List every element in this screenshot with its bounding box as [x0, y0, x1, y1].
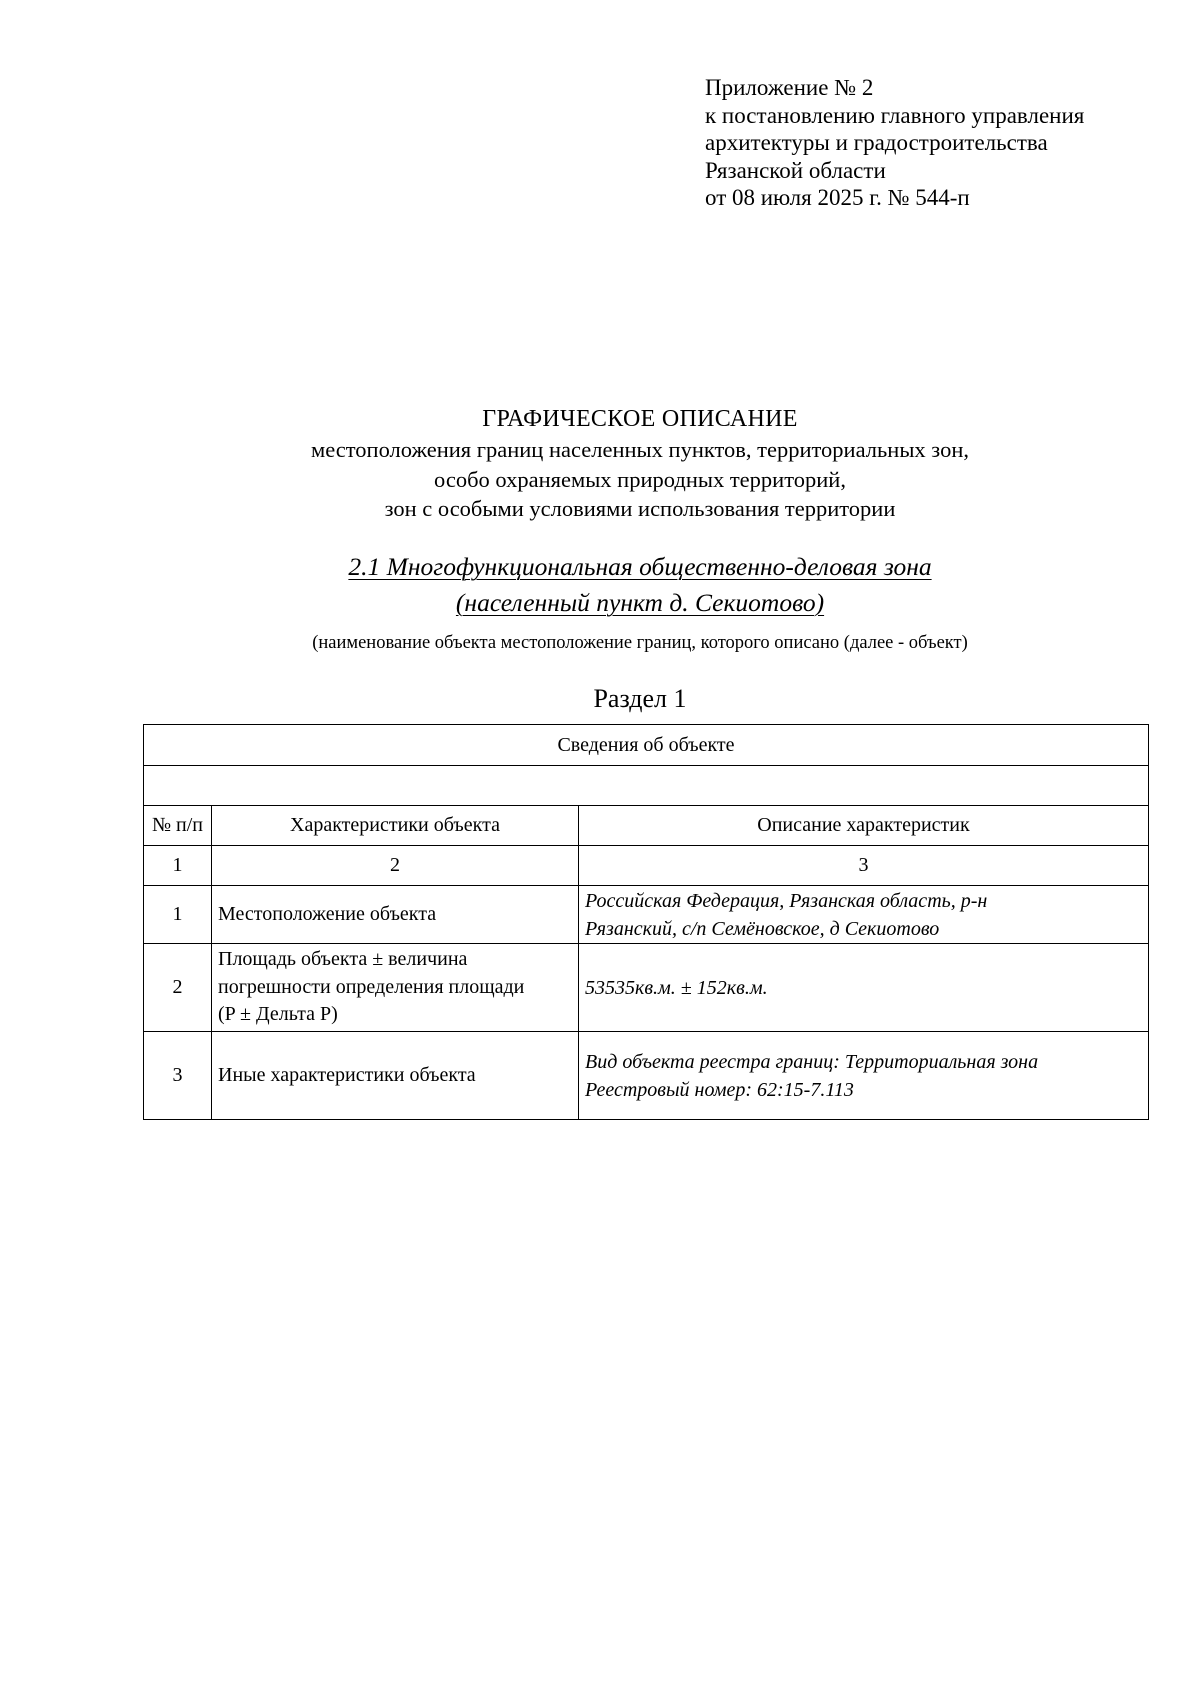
table-row [144, 886, 1149, 944]
characteristic-line: Иные характеристики объекта [218, 1064, 476, 1086]
column-number: 1 [144, 846, 212, 886]
object-name-line: (населенный пункт д. Секиотово) [455, 587, 825, 617]
table-empty-row [144, 766, 1149, 806]
row-characteristic [212, 944, 579, 1032]
table-caption-row [144, 725, 1149, 766]
header-description: Описание характеристик [579, 806, 1149, 846]
document-title [240, 404, 1040, 524]
object-name-line: 2.1 Многофункциональная общественно-деловая зона [348, 552, 932, 581]
description-line: Реестровый номер: 62:15-7.113 [585, 1078, 854, 1101]
description-line: Российская Федерация, Рязанская область, р-н [585, 889, 988, 912]
appendix-line: Приложение № 2 [705, 75, 874, 100]
characteristic-line: Площадь объекта ± величина [218, 948, 468, 971]
row-description [579, 1032, 1149, 1120]
table-row [144, 1032, 1149, 1120]
object-name [240, 549, 1040, 620]
characteristic-line: (P ± Дельта P) [218, 1003, 338, 1026]
description-line: 53535кв.м. ± 152кв.м. [585, 976, 768, 999]
object-caption: (наименование объекта местоположение границ, которого описано (далее - объект) [312, 633, 968, 653]
title-sub-line: местоположения границ населенных пунктов, территориальных зон, [311, 437, 969, 462]
row-number: 1 [144, 886, 212, 944]
characteristic-line: Местоположение объекта [218, 903, 437, 925]
title-sub-line: особо охраняемых природных территорий, [434, 466, 846, 492]
appendix-line: архитектуры и градостроительства [705, 130, 1048, 155]
table-caption: Сведения об объекте [144, 725, 1149, 766]
description-line: Рязанский, с/п Семёновское, д Секиотово [585, 917, 940, 940]
column-number: 3 [579, 846, 1149, 886]
row-number: 2 [144, 944, 212, 1032]
table-column-numbers-row [144, 846, 1149, 886]
column-number: 2 [212, 846, 579, 886]
description-line: Вид объекта реестра границ: Территориальная зона [585, 1050, 1039, 1073]
appendix-line: к постановлению главного управления [705, 102, 1085, 128]
appendix-line: от 08 июля 2025 г. № 544-п [705, 185, 970, 210]
header-num: № п/п [144, 806, 212, 846]
row-number: 3 [144, 1032, 212, 1120]
row-description [579, 886, 1149, 944]
table-header-row [144, 806, 1149, 846]
table-empty-cell [144, 766, 1149, 806]
header-characteristic: Характеристики объекта [212, 806, 579, 846]
title-sub-line: зон с особыми условиями использования территории [384, 496, 896, 521]
row-characteristic [212, 1032, 579, 1120]
section-title: Раздел 1 [593, 684, 687, 713]
title-main: ГРАФИЧЕСКОЕ ОПИСАНИЕ [482, 406, 798, 432]
row-characteristic [212, 886, 579, 944]
characteristic-line: погрешности определения площади [218, 975, 525, 998]
row-description [579, 944, 1149, 1032]
appendix-block [705, 74, 1084, 212]
object-info-table [143, 724, 1149, 1120]
appendix-line: Рязанской области [705, 157, 886, 183]
table-row [144, 944, 1149, 1032]
